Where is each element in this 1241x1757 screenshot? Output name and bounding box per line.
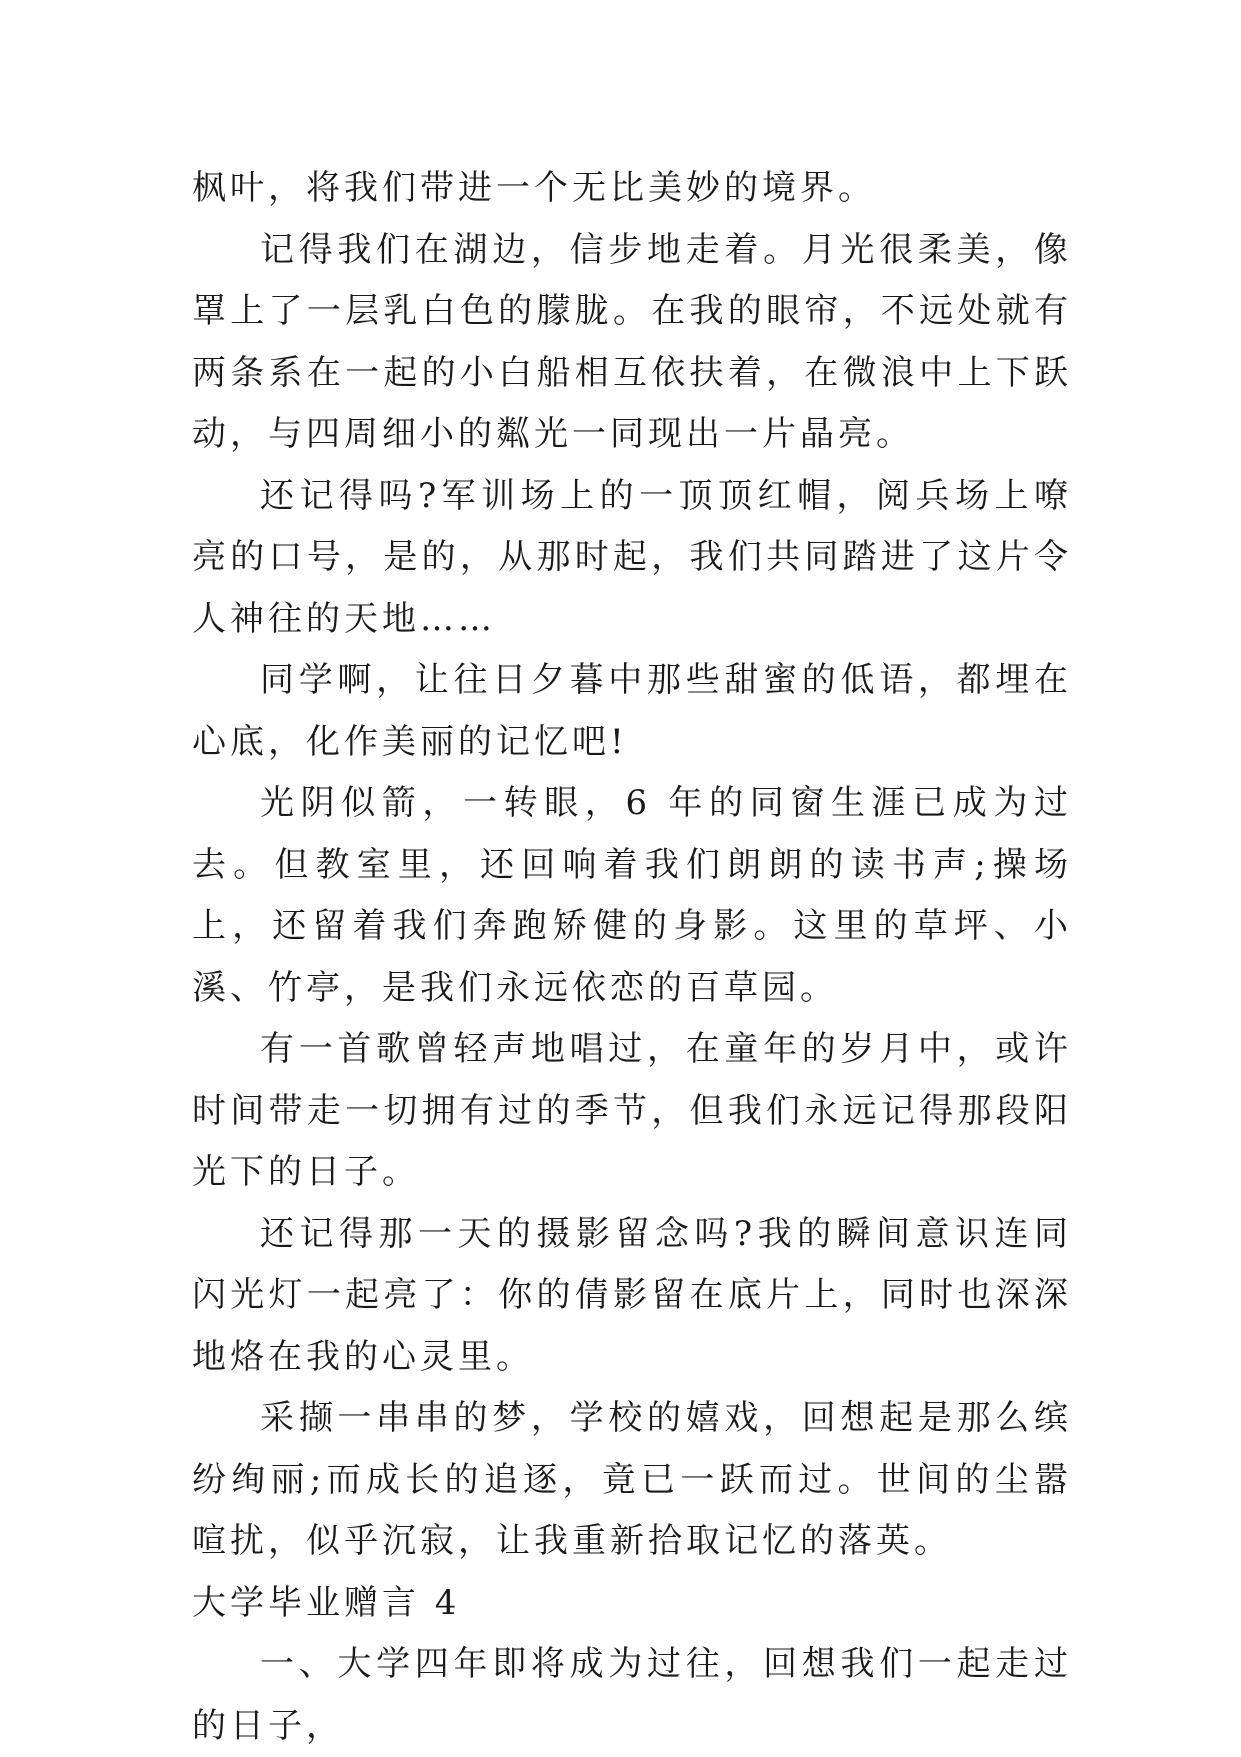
paragraph: 有一首歌曾轻声地唱过，在童年的岁月中，或许时间带走一切拥有过的季节，但我们永远记得那段阳光下的日子。: [192, 1029, 1072, 1192]
paragraph: 还记得吗?军训场上的一顶顶红帽，阅兵场上嘹亮的口号，是的，从那时起，我们共同踏进了这片令人神往的天地……: [192, 475, 1072, 639]
paragraph: 还记得那一天的摄影留念吗?我的瞬间意识连同闪光灯一起亮了：你的倩影留在底片上，同时也深深地烙在我的心灵里。: [192, 1213, 1072, 1377]
paragraph: 枫叶，将我们带进一个无比美妙的境界。: [192, 168, 876, 208]
paragraph: 同学啊，让往日夕暮中那些甜蜜的低语，都埋在心底，化作美丽的记忆吧!: [192, 660, 1072, 762]
paragraph: 采撷一串串的梦，学校的嬉戏，回想起是那么缤纷绚丽;而成长的追逐，竟已一跃而过。世间的尘嚣喧扰，似乎沉寂，让我重新拾取记忆的落英。: [192, 1398, 1072, 1561]
paragraph: 一、大学四年即将成为过往，回想我们一起走过的日子，: [192, 1644, 1072, 1746]
paragraph: 光阴似箭，一转眼，6 年的同窗生涯已成为过去。但教室里，还回响着我们朗朗的读书声;操场上，还留着我们奔跑矫健的身影。这里的草坪、小溪、竹亭，是我们永远依恋的百草园。: [192, 783, 1072, 1008]
paragraph: 记得我们在湖边，信步地走着。月光很柔美，像罩上了一层乳白色的朦胧。在我的眼帘，不远处就有两条系在一起的小白船相互依扶着，在微浪中上下跃动，与四周细小的粼光一同现出一片晶亮。: [192, 229, 1072, 454]
document-body: [192, 158, 1072, 1757]
section-heading: 大学毕业赠言 4: [192, 1582, 461, 1623]
